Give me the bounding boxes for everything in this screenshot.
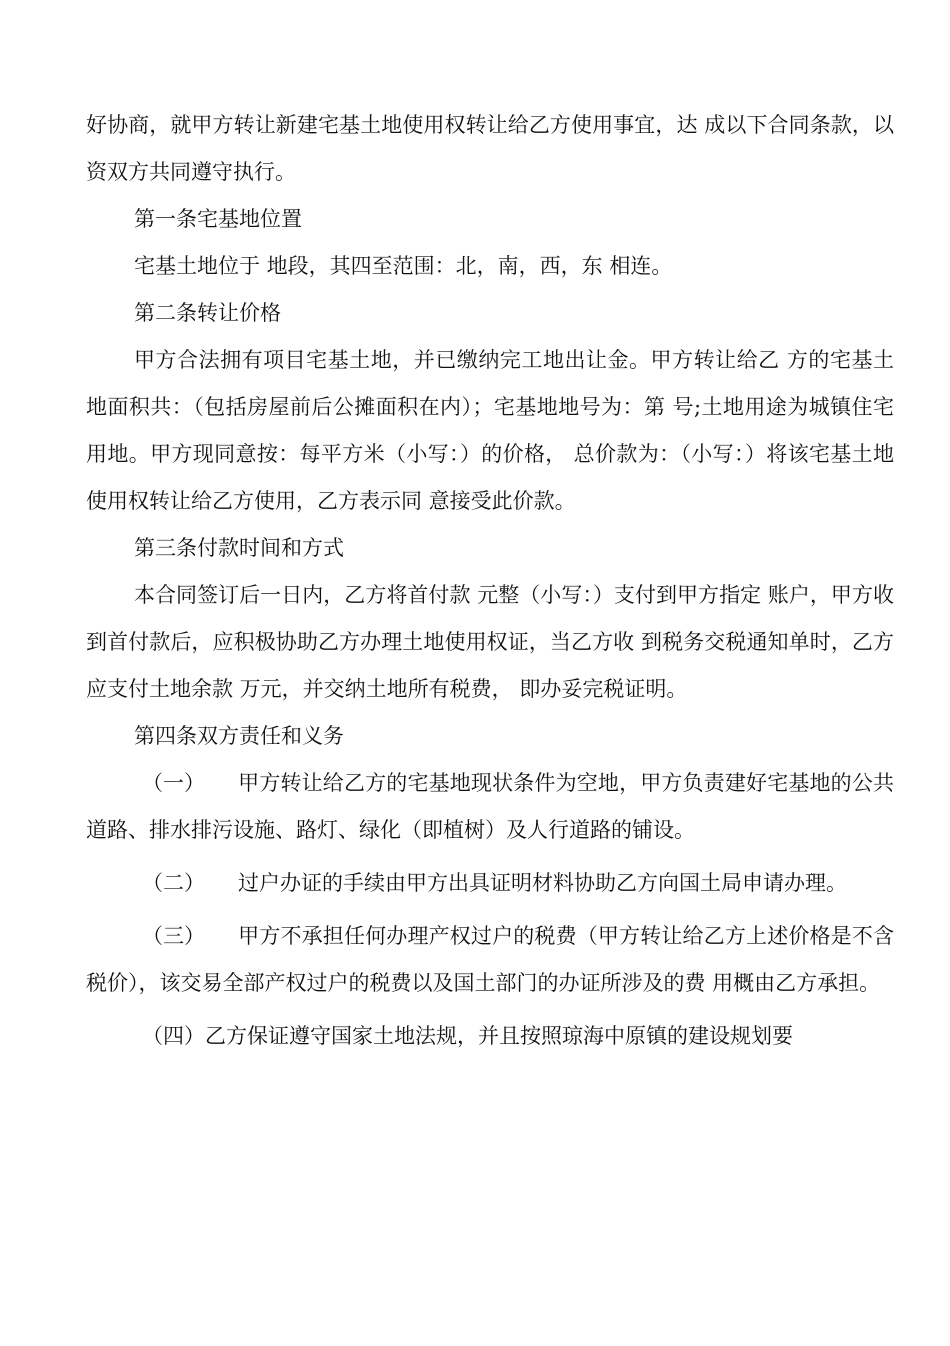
- duty-item-3: [86, 913, 894, 1007]
- duty-item-text: 甲方不承担任何办理产权过户的税费（甲方转让给乙方上述价格是不含税价），该交易全部产权过户的税费以及国土部门的办证所涉及的费 用概由乙方承担。: [86, 924, 894, 995]
- duty-item-number: （三）: [142, 924, 205, 948]
- article-1-text: 宅基土地位于 地段，其四至范围：北，南，西，东 相连。: [134, 254, 673, 278]
- duty-item-text: 过户办证的手续由甲方出具证明材料协助乙方向国土局申请办理。: [238, 871, 847, 895]
- article-2-title: 第二条转让价格: [134, 301, 281, 325]
- article-1-title: 第一条宅基地位置: [134, 207, 302, 231]
- duty-item-text: 甲方转让给乙方的宅基地现状条件为空地，甲方负责建好宅基地的公共道路、排水排污设施、路灯、绿化（即植树）及人行道路的铺设。: [86, 771, 894, 842]
- duty-item-number: （一）: [142, 771, 205, 795]
- article-3-title: 第三条付款时间和方式: [134, 536, 344, 560]
- duty-item-1: [86, 760, 894, 854]
- article-2-text: 甲方合法拥有项目宅基土地，并已缴纳完工地出让金。甲方转让给乙 方的宅基土地面积共：（包括房屋前后公摊面积在内）；宅基地地号为：第 号;土地用途为城镇住宅用地。甲方现同意按：每平方米（小写：）的价格， 总价款为：（小写：）将该宅基土地使用权转让给乙方使用，乙方表示同 意接受此价款。: [86, 348, 894, 513]
- duty-item-4: （四）乙方保证遵守国家土地法规，并且按照琼海中原镇的建设规划要: [142, 1024, 793, 1048]
- intro-paragraph: 好协商，就甲方转让新建宅基土地使用权转让给乙方使用事宜，达 成以下合同条款，以资双方共同遵守执行。: [86, 113, 894, 184]
- contract-body: [86, 102, 894, 1060]
- duty-item-2: [86, 860, 894, 907]
- duty-item-number: （二）: [142, 871, 205, 895]
- article-3-text: 本合同签订后一日内，乙方将首付款 元整（小写：）支付到甲方指定 账户，甲方收到首付款后，应积极协助乙方办理土地使用权证，当乙方收 到税务交税通知单时，乙方应支付土地余款 万元，并交纳土地所有税费， 即办妥完税证明。: [86, 583, 894, 701]
- article-4-title: 第四条双方责任和义务: [134, 724, 344, 748]
